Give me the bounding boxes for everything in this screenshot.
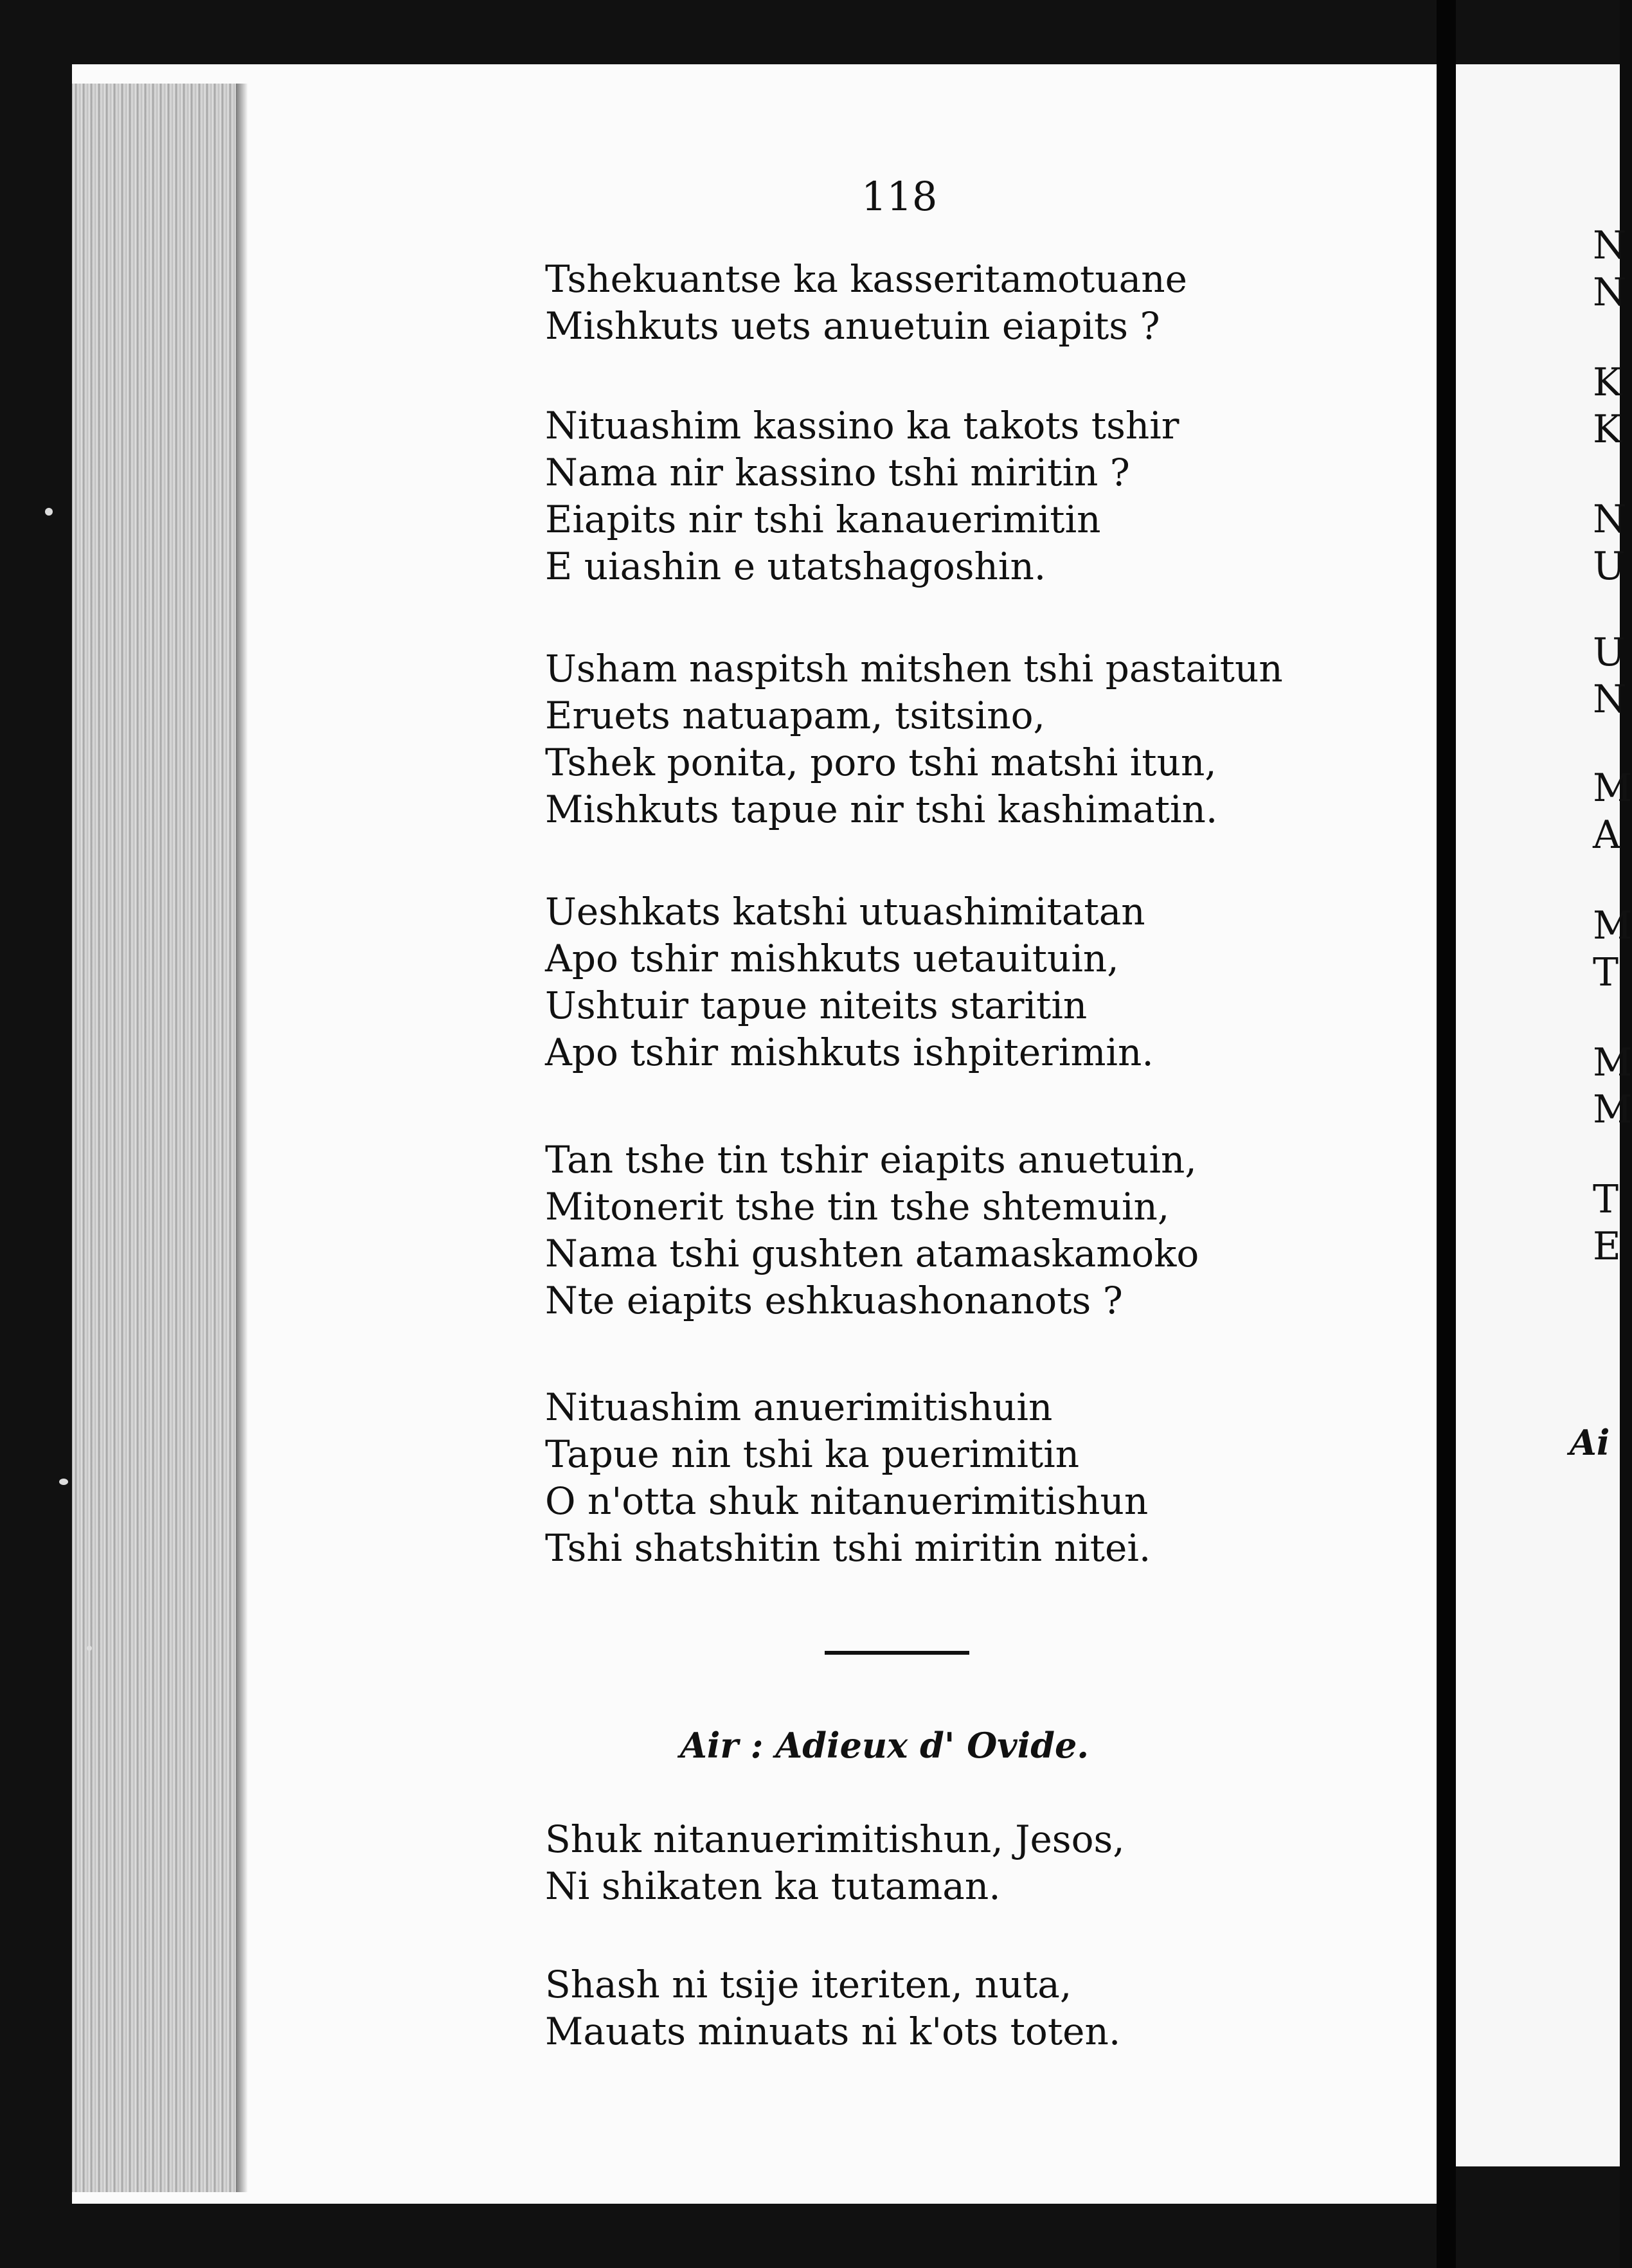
verse-line: Tshek ponita, poro tshi matshi itun, bbox=[545, 741, 1217, 784]
verse-line: Nituashim anuerimitishuin bbox=[545, 1385, 1053, 1429]
dust-speck bbox=[45, 508, 53, 516]
right-page-letter: U bbox=[1593, 630, 1626, 675]
verse-line: Ni shikaten ka tutaman. bbox=[545, 1864, 1001, 1908]
verse-line: Eruets natuapam, tsitsino, bbox=[545, 694, 1045, 737]
page-edge-stack bbox=[72, 84, 236, 2192]
right-page-letter: M bbox=[1593, 903, 1632, 948]
section-divider-rule bbox=[825, 1651, 969, 1655]
verse-line: Mauats minuats ni k'ots toten. bbox=[545, 2010, 1121, 2053]
verse-line: Mishkuts tapue nir tshi kashimatin. bbox=[545, 788, 1218, 831]
right-page-letter: T bbox=[1593, 950, 1619, 995]
right-page-letter: T bbox=[1593, 1177, 1619, 1222]
book-gutter bbox=[1437, 0, 1456, 2268]
verse-line: O n'otta shuk nitanuerimitishun bbox=[545, 1479, 1149, 1523]
right-page-letter: M bbox=[1593, 1040, 1632, 1085]
spine-shadow bbox=[236, 84, 247, 2192]
right-page-letter: M bbox=[1593, 1087, 1632, 1132]
verse-line: Tshekuantse ka kasseritamotuane bbox=[545, 257, 1187, 301]
verse-line: Tshi shatshitin tshi miritin nitei. bbox=[545, 1526, 1151, 1570]
right-page-letter: N bbox=[1593, 223, 1627, 268]
verse-line: Eiapits nir tshi kanauerimitin bbox=[545, 498, 1101, 541]
right-page-letter: A bbox=[1593, 813, 1621, 858]
dust-speck bbox=[59, 1479, 68, 1485]
verse-line: Shuk nitanuerimitishun, Jesos, bbox=[545, 1817, 1125, 1861]
right-page-letter: N bbox=[1593, 497, 1627, 542]
verse-line: Tan tshe tin tshir eiapits anuetuin, bbox=[545, 1138, 1197, 1182]
verse-line: Apo tshir mishkuts ishpiterimin. bbox=[545, 1030, 1154, 1074]
dust-speck bbox=[87, 1646, 92, 1651]
right-page-letter: N bbox=[1593, 677, 1627, 722]
verse-line: Usham naspitsh mitshen tshi pastaitun bbox=[545, 647, 1283, 690]
verse-line: Tapue nin tshi ka puerimitin bbox=[545, 1432, 1080, 1476]
verse-line: Nama nir kassino tshi miritin ? bbox=[545, 451, 1130, 494]
right-page-letter: K bbox=[1593, 407, 1622, 452]
page-number: 118 bbox=[861, 173, 938, 220]
verse-line: Nama tshi gushten atamaskamoko bbox=[545, 1232, 1199, 1275]
right-page-letter: M bbox=[1593, 766, 1632, 811]
right-page-letter: U bbox=[1593, 544, 1626, 589]
verse-line: Apo tshir mishkuts uetauituin, bbox=[545, 937, 1119, 980]
right-page-letter: E bbox=[1593, 1224, 1621, 1269]
right-page-letter: N bbox=[1593, 270, 1627, 315]
air-title: Air : Adieux d' Ovide. bbox=[680, 1725, 1089, 1766]
verse-line: E uiashin e utatshagoshin. bbox=[545, 544, 1046, 588]
verse-line: Mitonerit tshe tin tshe shtemuin, bbox=[545, 1185, 1170, 1228]
verse-line: Nte eiapits eshkuashonanots ? bbox=[545, 1279, 1123, 1322]
verse-line: Mishkuts uets anuetuin eiapits ? bbox=[545, 304, 1160, 348]
right-page-letter: K bbox=[1593, 360, 1622, 405]
verse-line: Ushtuir tapue niteits staritin bbox=[545, 984, 1088, 1027]
verse-line: Nituashim kassino ka takots tshir bbox=[545, 404, 1179, 447]
verse-line: Ueshkats katshi utuashimitatan bbox=[545, 890, 1145, 933]
right-page-air-fragment: Ai bbox=[1570, 1422, 1610, 1463]
verse-line: Shash ni tsije iteriten, nuta, bbox=[545, 1963, 1072, 2006]
